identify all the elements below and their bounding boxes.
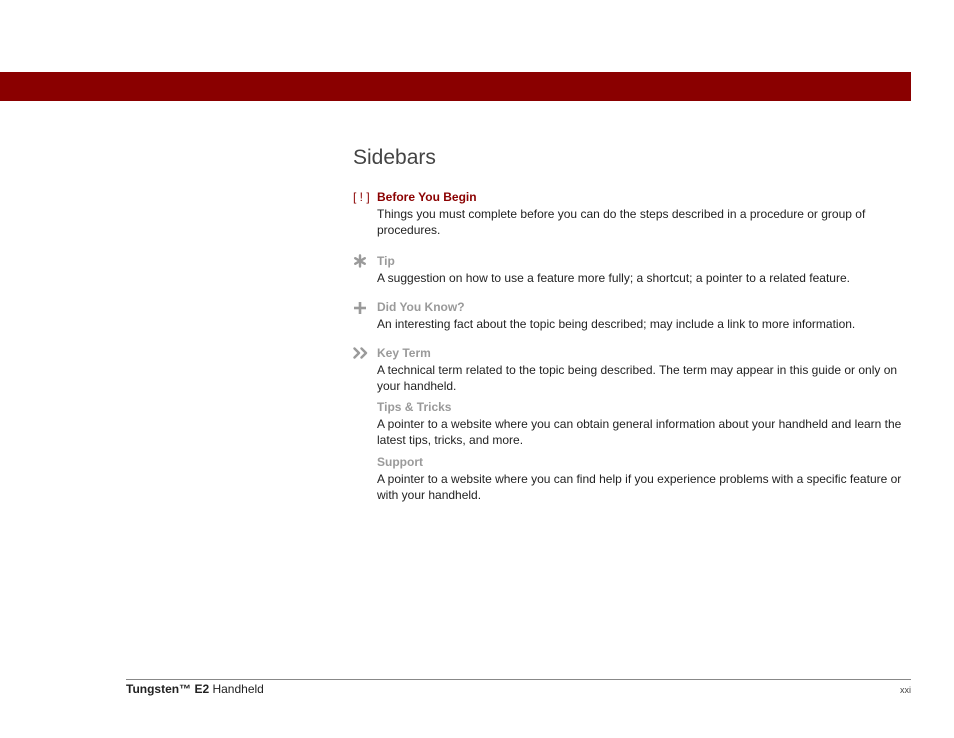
entry-description: A suggestion on how to use a feature more fully; a shortcut; a pointer to a related feature. bbox=[377, 271, 850, 285]
entry-heading: Tip bbox=[377, 254, 395, 268]
sidebar-entry-tips-and-tricks bbox=[377, 399, 911, 448]
sidebar-entry-before-you-begin bbox=[377, 189, 911, 238]
sidebar-entry-key-term bbox=[377, 345, 911, 394]
exclamation-bracket-icon: [ ! ] bbox=[353, 190, 370, 204]
footer-rule bbox=[126, 679, 911, 680]
double-chevron-icon bbox=[353, 347, 369, 359]
entry-heading: Before You Begin bbox=[377, 190, 477, 204]
entry-description: Things you must complete before you can do the steps described in a procedure or group of procedures. bbox=[377, 207, 866, 237]
asterisk-icon bbox=[353, 254, 367, 268]
entry-heading: Support bbox=[377, 455, 423, 469]
entry-description: A pointer to a website where you can find help if you experience problems with a specific feature or with your handheld. bbox=[377, 472, 902, 502]
page-title: Sidebars bbox=[353, 146, 436, 169]
footer-product-name bbox=[126, 682, 264, 696]
entry-description: A technical term related to the topic being described. The term may appear in this guide or only on your handheld. bbox=[377, 363, 898, 393]
plus-icon bbox=[353, 301, 367, 315]
header-bar bbox=[0, 72, 911, 101]
sidebar-entry-did-you-know bbox=[377, 299, 911, 332]
footer-product-bold: Tungsten™ E2 bbox=[126, 682, 210, 696]
footer-page-number: xxi bbox=[900, 685, 911, 695]
entry-heading: Key Term bbox=[377, 346, 431, 360]
sidebar-entry-tip bbox=[377, 253, 911, 286]
entry-heading: Tips & Tricks bbox=[377, 400, 452, 414]
entry-description: An interesting fact about the topic being described; may include a link to more information. bbox=[377, 317, 856, 331]
sidebar-entry-support bbox=[377, 454, 911, 503]
entry-heading: Did You Know? bbox=[377, 300, 465, 314]
entry-description: A pointer to a website where you can obtain general information about your handheld and learn the latest tips, tricks, and more. bbox=[377, 417, 902, 447]
footer-product-rest: Handheld bbox=[209, 682, 264, 696]
